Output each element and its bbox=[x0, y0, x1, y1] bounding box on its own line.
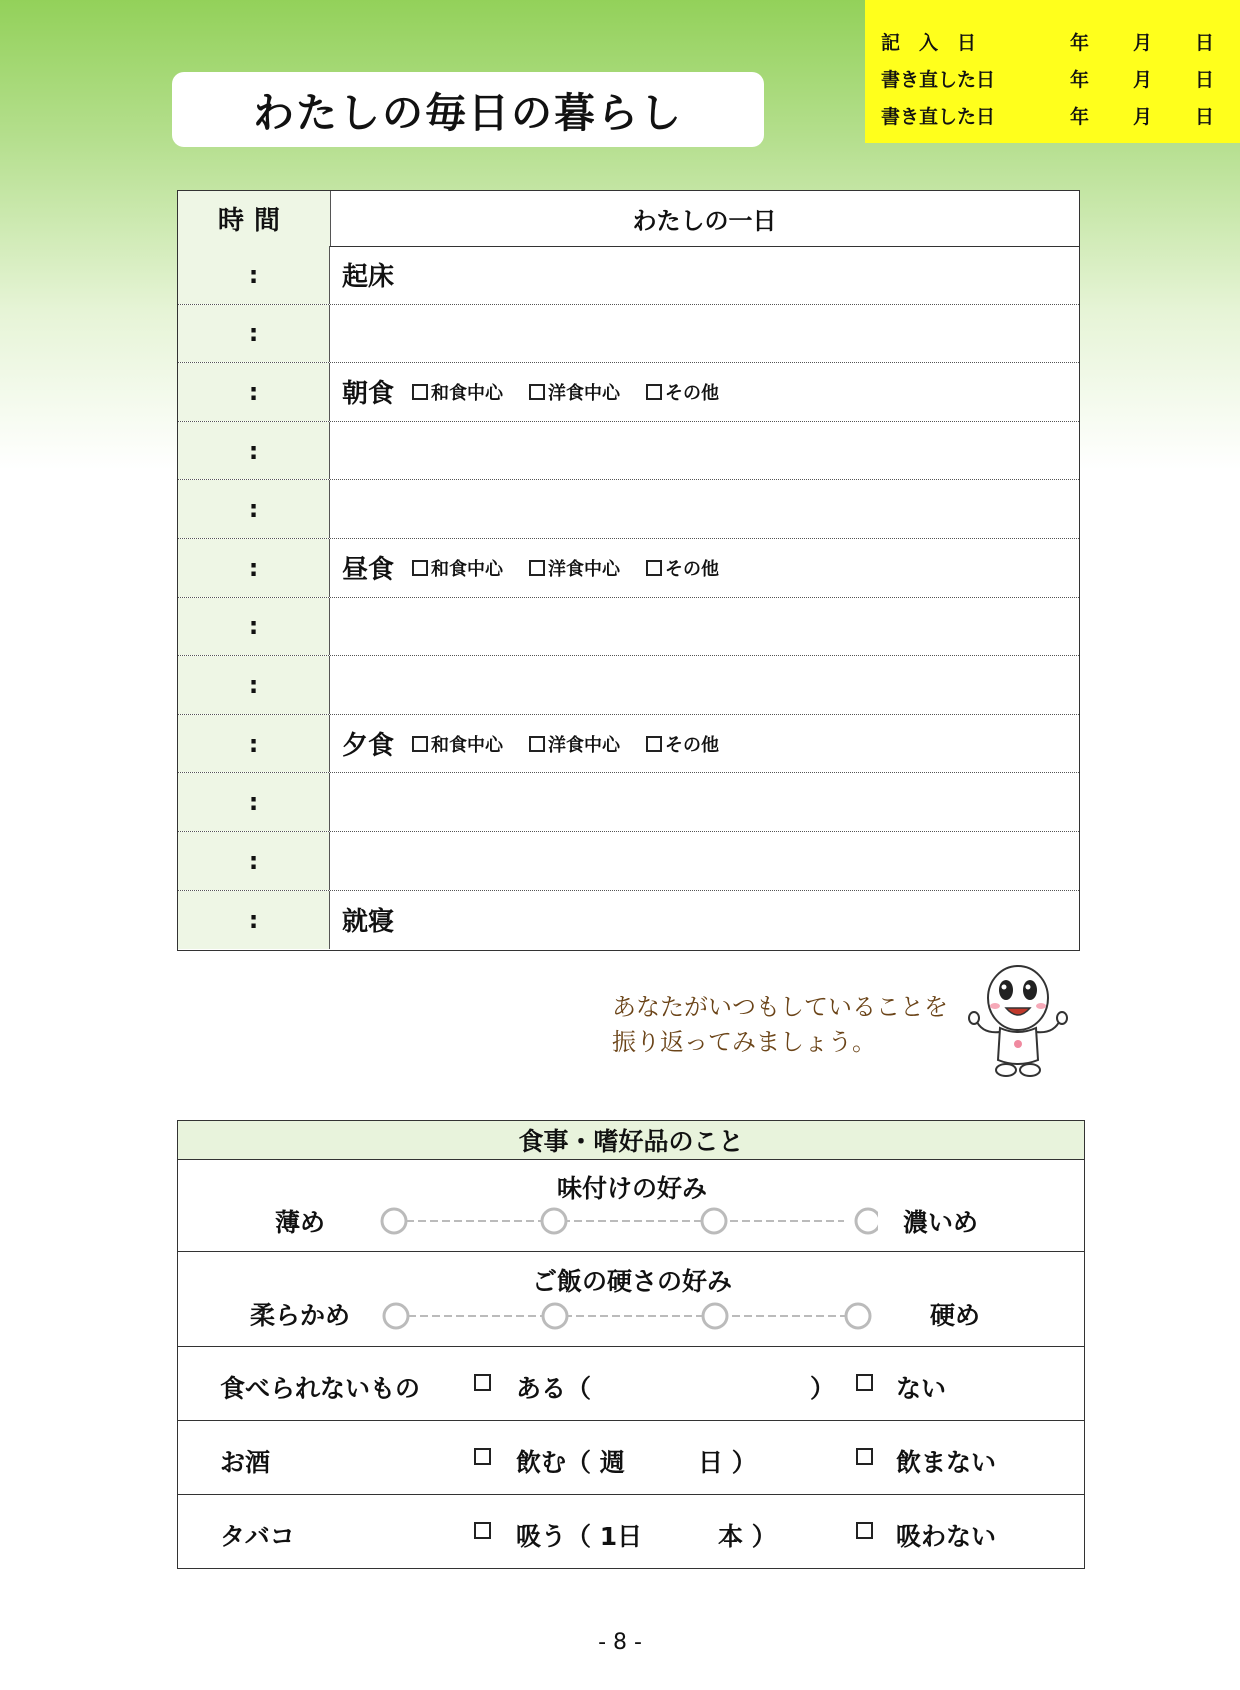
tobacco-row bbox=[178, 1495, 1084, 1568]
month-label: 月 bbox=[1133, 32, 1153, 54]
activity-cell[interactable] bbox=[330, 363, 1079, 421]
taste-right-label: 濃いめ bbox=[903, 1208, 979, 1237]
food-preferences-table bbox=[177, 1120, 1085, 1569]
meal-type-checkbox[interactable] bbox=[529, 384, 545, 400]
day-label: 日 bbox=[1195, 106, 1215, 128]
time-cell[interactable]: : bbox=[178, 363, 330, 421]
time-cell[interactable]: : bbox=[178, 539, 330, 597]
time-cell[interactable]: : bbox=[178, 246, 330, 304]
activity-cell[interactable] bbox=[330, 773, 1079, 831]
meal-type-label: 和食中心 bbox=[431, 734, 504, 756]
schedule-row bbox=[178, 773, 1079, 832]
alcohol-label: お酒 bbox=[220, 1448, 271, 1477]
meal-type-option[interactable] bbox=[412, 555, 503, 581]
meal-type-checkbox[interactable] bbox=[529, 736, 545, 752]
taste-option-1-radio[interactable] bbox=[382, 1209, 406, 1233]
activity-cell[interactable] bbox=[330, 480, 1079, 538]
activity-cell[interactable] bbox=[330, 832, 1079, 890]
month-label: 月 bbox=[1133, 106, 1153, 128]
cannot-eat-yes-checkbox[interactable] bbox=[474, 1374, 491, 1391]
taste-option-3-radio[interactable] bbox=[702, 1209, 726, 1233]
year-label: 年 bbox=[1070, 106, 1090, 128]
meal-type-option[interactable] bbox=[529, 731, 620, 757]
rice-option-2-radio[interactable] bbox=[543, 1304, 567, 1328]
activity-label: 朝食 bbox=[342, 379, 395, 410]
cannot-eat-row bbox=[178, 1347, 1084, 1421]
day-label: 日 bbox=[1195, 69, 1215, 91]
meal-type-label: 洋食中心 bbox=[548, 734, 621, 756]
cannot-eat-label: 食べられないもの bbox=[220, 1374, 421, 1403]
activity-label: 就寝 bbox=[342, 907, 395, 938]
date-label: 書き直した日 bbox=[881, 106, 996, 128]
taste-preference-row bbox=[178, 1159, 1084, 1252]
meal-type-options bbox=[412, 731, 745, 757]
activity-cell[interactable] bbox=[330, 305, 1079, 363]
time-cell[interactable]: : bbox=[178, 656, 330, 714]
schedule-row bbox=[178, 832, 1079, 891]
meal-type-checkbox[interactable] bbox=[529, 560, 545, 576]
meal-type-label: その他 bbox=[665, 734, 720, 756]
activity-label: 夕食 bbox=[342, 731, 395, 762]
activity-cell[interactable] bbox=[330, 598, 1079, 656]
activity-cell[interactable] bbox=[330, 656, 1079, 714]
page-title: わたしの毎日の暮らし bbox=[172, 72, 764, 147]
tobacco-no-label: 吸わない bbox=[896, 1522, 997, 1551]
alcohol-unit-label: 日 ） bbox=[698, 1448, 757, 1477]
time-cell[interactable]: : bbox=[178, 305, 330, 363]
meal-type-label: その他 bbox=[665, 382, 720, 404]
activity-cell[interactable] bbox=[330, 715, 1079, 773]
meal-type-option[interactable] bbox=[646, 379, 719, 405]
alcohol-no-checkbox[interactable] bbox=[856, 1448, 873, 1465]
meal-type-label: 和食中心 bbox=[431, 382, 504, 404]
year-label: 年 bbox=[1070, 32, 1090, 54]
tobacco-unit-label: 本 ） bbox=[718, 1522, 777, 1551]
activity-label: 昼食 bbox=[342, 555, 395, 586]
daily-schedule-table bbox=[177, 190, 1080, 951]
time-cell[interactable]: : bbox=[178, 422, 330, 480]
rice-option-3-radio[interactable] bbox=[703, 1304, 727, 1328]
page-number: - 8 - bbox=[598, 1630, 642, 1655]
month-label: 月 bbox=[1133, 69, 1153, 91]
activity-cell[interactable] bbox=[330, 539, 1079, 597]
meal-type-label: その他 bbox=[665, 558, 720, 580]
time-cell[interactable]: : bbox=[178, 832, 330, 890]
rice-left-label: 柔らかめ bbox=[250, 1301, 351, 1330]
schedule-row bbox=[178, 656, 1079, 715]
rice-preference-row bbox=[178, 1252, 1084, 1347]
taste-left-label: 薄め bbox=[275, 1208, 326, 1237]
day-column-header: わたしの一日 bbox=[632, 207, 777, 235]
tobacco-yes-label: 吸う（ 1日 bbox=[516, 1522, 643, 1551]
activity-cell[interactable] bbox=[330, 891, 1079, 950]
alcohol-yes-label: 飲む（ 週 bbox=[516, 1448, 625, 1477]
meal-type-options bbox=[412, 555, 745, 581]
date-row-rewrite-2 bbox=[865, 102, 1240, 132]
guide-message-line: あなたがいつもしていることを bbox=[612, 993, 948, 1021]
meal-type-checkbox[interactable] bbox=[646, 736, 662, 752]
guide-message-line: 振り返ってみましょう。 bbox=[612, 1028, 876, 1056]
time-cell[interactable]: : bbox=[178, 480, 330, 538]
mascot-icon bbox=[968, 960, 1068, 1080]
schedule-row bbox=[178, 422, 1079, 481]
date-label: 記 入 日 bbox=[881, 32, 977, 54]
schedule-row bbox=[178, 246, 1079, 305]
year-label: 年 bbox=[1070, 69, 1090, 91]
meal-type-option[interactable] bbox=[412, 379, 503, 405]
cannot-eat-no-label: ない bbox=[896, 1374, 947, 1403]
meal-type-checkbox[interactable] bbox=[412, 736, 428, 752]
date-label: 書き直した日 bbox=[881, 69, 996, 91]
meal-type-label: 洋食中心 bbox=[548, 558, 621, 580]
schedule-header bbox=[178, 191, 1079, 247]
meal-type-option[interactable] bbox=[646, 555, 719, 581]
meal-type-option[interactable] bbox=[529, 555, 620, 581]
meal-type-checkbox[interactable] bbox=[646, 384, 662, 400]
activity-cell[interactable] bbox=[330, 422, 1079, 480]
alcohol-no-label: 飲まない bbox=[896, 1448, 997, 1477]
meal-type-label: 洋食中心 bbox=[548, 382, 621, 404]
cannot-eat-close-paren: ） bbox=[810, 1374, 836, 1403]
cannot-eat-no-checkbox[interactable] bbox=[856, 1374, 873, 1391]
time-cell[interactable]: : bbox=[178, 715, 330, 773]
guide-message bbox=[612, 990, 948, 1060]
schedule-row bbox=[178, 539, 1079, 598]
meal-type-options bbox=[412, 379, 745, 405]
tobacco-no-checkbox[interactable] bbox=[856, 1522, 873, 1539]
day-label: 日 bbox=[1195, 32, 1215, 54]
schedule-row bbox=[178, 363, 1079, 422]
date-row-rewrite-1 bbox=[865, 65, 1240, 95]
rice-option-4-radio[interactable] bbox=[846, 1304, 870, 1328]
food-section-header: 食事・嗜好品のこと bbox=[178, 1121, 1084, 1160]
tobacco-yes-checkbox[interactable] bbox=[474, 1522, 491, 1539]
rice-scale bbox=[378, 1294, 878, 1334]
date-row-record bbox=[865, 28, 1240, 58]
taste-preference-title: 味付けの好み bbox=[556, 1174, 707, 1203]
taste-option-4-radio[interactable] bbox=[856, 1209, 878, 1233]
alcohol-row bbox=[178, 1421, 1084, 1495]
time-cell[interactable]: : bbox=[178, 891, 330, 950]
alcohol-yes-checkbox[interactable] bbox=[474, 1448, 491, 1465]
schedule-row bbox=[178, 598, 1079, 657]
tobacco-label: タバコ bbox=[220, 1522, 295, 1551]
time-cell[interactable]: : bbox=[178, 773, 330, 831]
meal-type-checkbox[interactable] bbox=[412, 560, 428, 576]
rice-option-1-radio[interactable] bbox=[384, 1304, 408, 1328]
schedule-row bbox=[178, 305, 1079, 364]
date-record-box bbox=[865, 0, 1240, 143]
taste-option-2-radio[interactable] bbox=[542, 1209, 566, 1233]
rice-preference-title: ご飯の硬さの好み bbox=[531, 1267, 732, 1296]
meal-type-checkbox[interactable] bbox=[646, 560, 662, 576]
time-column-header: 時間 bbox=[178, 191, 331, 246]
cannot-eat-yes-label: ある（ bbox=[516, 1374, 592, 1403]
schedule-row bbox=[178, 891, 1079, 950]
meal-type-option[interactable] bbox=[412, 731, 503, 757]
activity-cell[interactable] bbox=[330, 246, 1079, 304]
schedule-row bbox=[178, 715, 1079, 774]
meal-type-checkbox[interactable] bbox=[412, 384, 428, 400]
schedule-row bbox=[178, 480, 1079, 539]
meal-type-option[interactable] bbox=[529, 379, 620, 405]
taste-scale bbox=[378, 1199, 878, 1239]
time-cell[interactable]: : bbox=[178, 598, 330, 656]
activity-label: 起床 bbox=[342, 262, 395, 293]
meal-type-label: 和食中心 bbox=[431, 558, 504, 580]
meal-type-option[interactable] bbox=[646, 731, 719, 757]
rice-right-label: 硬め bbox=[930, 1301, 981, 1330]
